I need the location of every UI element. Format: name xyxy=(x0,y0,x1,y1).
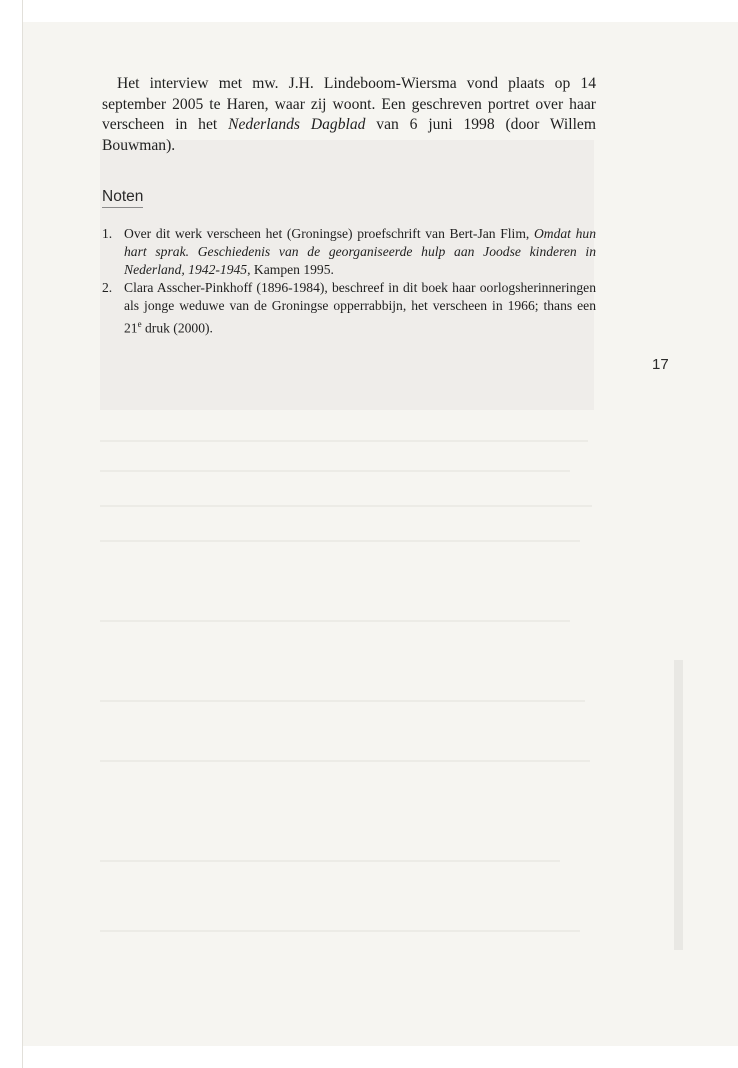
note-text: Clara Asscher-Pinkhoff (1896-1984), beschreef in dit boek haar oorlogsherinneringen als jonge weduwe van de Groningse opperrabbijn, het verscheen in 1966; thans een 21 xyxy=(124,280,596,336)
show-through-line xyxy=(100,760,590,762)
note-body xyxy=(124,225,596,279)
note-body xyxy=(124,279,596,338)
note-italic-title: Omdat hun hart sprak. Geschiedenis van de georganiseerde hulp aan Joodse kinderen in Nederland, 1942-1945 xyxy=(124,226,596,277)
show-through-line xyxy=(100,930,580,932)
show-through-line xyxy=(100,620,570,622)
show-through-margin-bar xyxy=(674,660,683,950)
show-through-line xyxy=(100,700,585,702)
show-through-line xyxy=(100,540,580,542)
page-gutter-line xyxy=(22,0,23,1068)
note-superscript: e xyxy=(137,319,142,329)
notes-list xyxy=(102,225,596,338)
intro-text: Het interview met mw. J.H. Lindeboom-Wiersma vond plaats op 14 september 2005 te Haren, waar zij woont. Een geschreven portret over haar verscheen in het xyxy=(102,75,596,133)
intro-text-end: van 6 juni 1998 (door Willem Bouwman). xyxy=(102,116,596,154)
show-through-line xyxy=(100,505,592,507)
note-item-2 xyxy=(102,279,596,338)
note-item-1 xyxy=(102,225,596,279)
intro-paragraph xyxy=(102,74,596,156)
intro-italic-title: Nederlands Dagblad xyxy=(228,116,366,133)
note-number: 1. xyxy=(102,226,113,241)
notes-heading: Noten xyxy=(102,188,143,208)
note-text-end: , Kampen 1995. xyxy=(247,262,334,277)
show-through-line xyxy=(100,440,588,442)
note-number: 2. xyxy=(102,280,113,295)
note-text: Over dit werk verscheen het (Groningse) proefschrift van Bert-Jan Flim, xyxy=(124,226,534,241)
show-through-line xyxy=(100,860,560,862)
page-number: 17 xyxy=(652,356,669,373)
page-content xyxy=(102,74,596,338)
note-text-end: druk (2000). xyxy=(141,320,213,336)
show-through-line xyxy=(100,470,570,472)
